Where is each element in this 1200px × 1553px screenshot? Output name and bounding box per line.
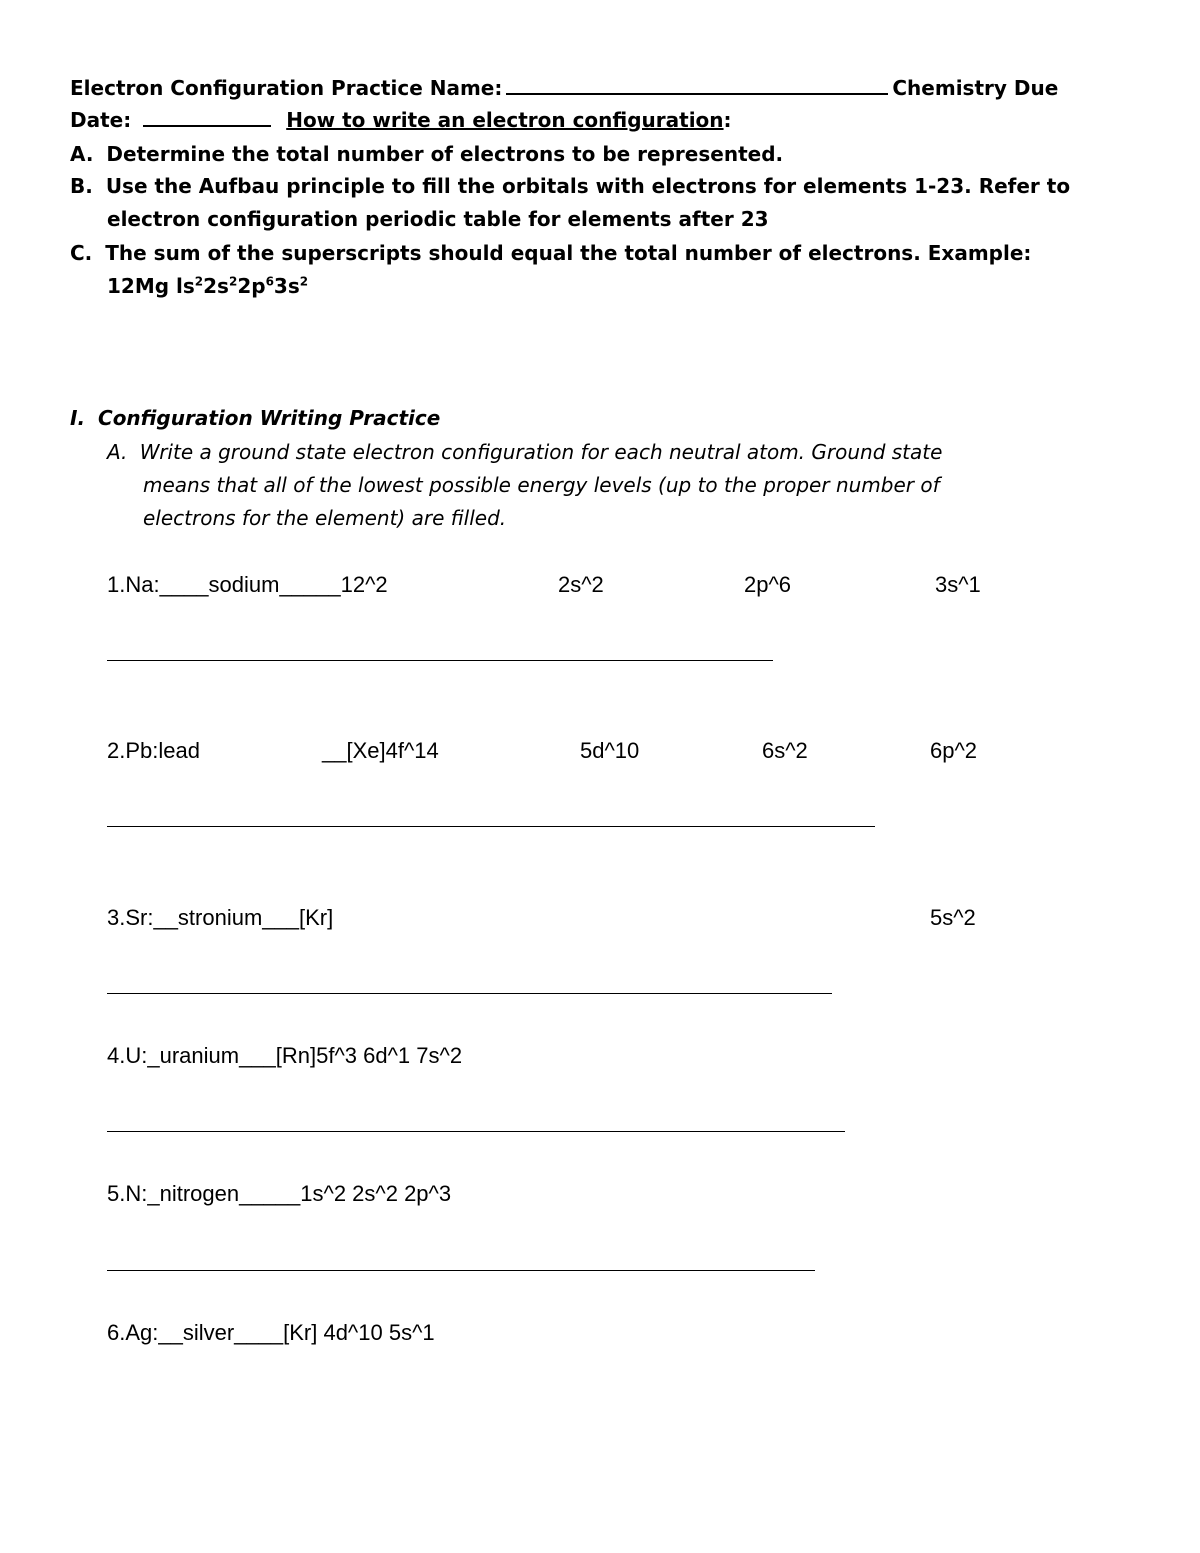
answer-1-label: 1.Na:____sodium_____12^2 — [107, 572, 388, 597]
answer-2-col-1: 5d^10 — [580, 738, 640, 763]
answer-1-col-2: 2p^6 — [744, 572, 792, 597]
step-c — [70, 237, 1031, 269]
step-b-text: Use the Aufbau principle to fill the orbitals with electrons for elements 1-23. Refer to — [105, 174, 1071, 198]
answer-2-col-3: 6p^2 — [930, 738, 978, 763]
instruction-letter: A. — [107, 440, 128, 464]
name-blank[interactable] — [506, 75, 888, 95]
step-c-example: 12Mg $ls^22s^22p^63s^2$ — [107, 274, 309, 298]
step-b — [70, 170, 1070, 202]
section-title: Configuration Writing Practice — [98, 406, 441, 430]
answer-3-label: 3.Sr:__stronium___[Kr] — [107, 905, 334, 930]
answer-1-col-3: 3s^1 — [935, 572, 981, 597]
answer-2-col-2: 6s^2 — [762, 738, 808, 763]
answer-line-3[interactable] — [107, 993, 832, 994]
answer-2-part-2: __[Xe]4f^14 — [322, 738, 439, 763]
answer-line-1[interactable] — [107, 660, 773, 661]
chemistry-due-label: Chemistry Due — [892, 76, 1059, 100]
step-a-text: Determine the total number of electrons to be represented. — [106, 142, 784, 166]
step-b-letter: B. — [70, 174, 93, 198]
header-line-1 — [70, 72, 1058, 104]
answer-1-col-1: 2s^2 — [558, 572, 604, 597]
section-heading — [70, 402, 440, 435]
answer-2-label: 2.Pb:lead — [107, 738, 200, 763]
how-to-colon: : — [723, 108, 732, 132]
date-blank[interactable] — [143, 107, 271, 127]
answer-6-label: 6.Ag:__silver____[Kr] 4d^10 5s^1 — [107, 1320, 435, 1345]
answer-line-4[interactable] — [107, 1131, 845, 1132]
instruction-line-3: electrons for the element) are filled. — [143, 506, 507, 530]
answer-4-label: 4.U:_uranium___[Rn]5f^3 6d^1 7s^2 — [107, 1043, 463, 1068]
header-line-2 — [70, 104, 732, 136]
answer-3-col-1: 5s^2 — [930, 905, 976, 930]
step-a — [70, 138, 783, 170]
step-c-letter: C. — [70, 241, 93, 265]
how-to-heading: How to write an electron configuration — [286, 108, 724, 132]
answer-line-5[interactable] — [107, 1270, 815, 1271]
section-numeral: I. — [70, 406, 86, 430]
step-c-text: The sum of the superscripts should equal the total number of electrons. Example: — [105, 241, 1032, 265]
date-label: Date: — [70, 108, 132, 132]
instruction-line-2: means that all of the lowest possible energy levels (up to the proper number of — [143, 473, 940, 497]
step-b-text-2: electron configuration periodic table for elements after 23 — [107, 207, 769, 231]
instruction-line-1: A. Write a ground state electron configuration for each neutral atom. Ground state — [107, 440, 943, 464]
answer-5-label: 5.N:_nitrogen_____1s^2 2s^2 2p^3 — [107, 1181, 452, 1206]
answer-line-2[interactable] — [107, 826, 875, 827]
step-a-letter: A. — [70, 142, 94, 166]
worksheet-title: Electron Configuration Practice Name: — [70, 76, 503, 100]
